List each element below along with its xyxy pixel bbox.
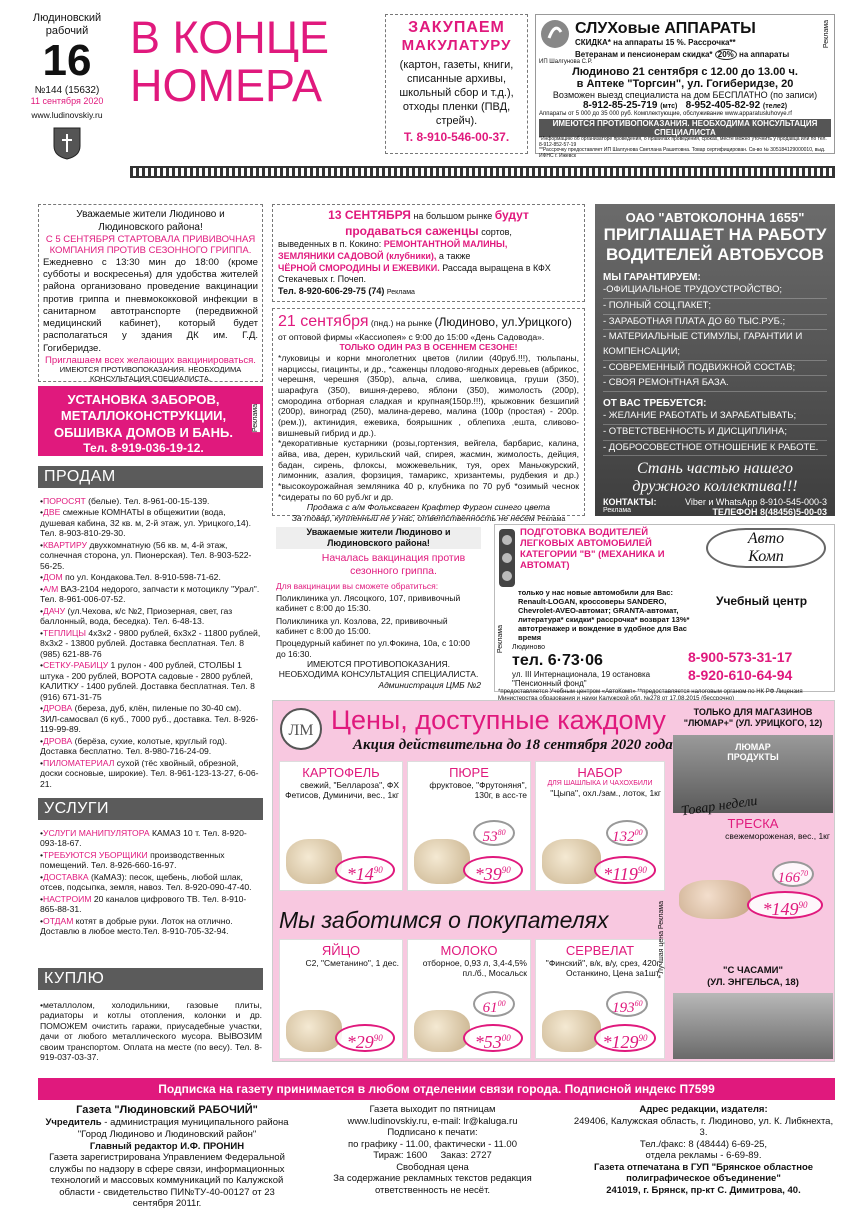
product-image (286, 839, 342, 885)
price (463, 856, 523, 884)
product-name: СЕРВЕЛАТ (565, 943, 635, 958)
seedlings2-pay: За товар, купленный не у нас, ответственность не несём (291, 512, 535, 523)
lyumar-shop-1: "ЛЮМАР+" (УЛ. УРИЦКОГО, 12) (683, 718, 823, 729)
vacc-cmb-greeting: Уважаемые жители Людиново и Людиновского района! (276, 527, 481, 549)
product-card (407, 761, 531, 891)
bullet: • (40, 572, 44, 583)
footer-reg: Газета зарегистрирована Управлением Федеральной службы по надзору в сфере связи, информационных технологий и массовых коммуникаций по Калужской области - свидетельство ПИ№ТУ-40-00127 от 23 сентября 2011г. (49, 1152, 285, 1210)
product-image (414, 1010, 470, 1052)
lyumar-sign-2: ПРОДУКТЫ (727, 751, 779, 762)
price-main: *119 (603, 864, 638, 884)
old-price (606, 991, 648, 1017)
footer-order: Заказ: 2727 (440, 1150, 492, 1162)
old-price (473, 820, 515, 846)
footer-site: www.ludinovskiy.ru, e-mail: lr@kaluga.ru (347, 1115, 518, 1127)
seedlings1-phone: Тел. 8-920-606-29-75 (74) (278, 285, 385, 296)
footer-schedule: по графику - 11.00, фактически - 11.00 (347, 1138, 517, 1150)
price-main: *14 (346, 864, 374, 884)
seedlings1-sorts: сортов, (481, 226, 512, 237)
section-title-line-2: НОМЕРА (130, 60, 323, 111)
seedlings2-body-2: *декоративные кустарники (розы,гортензия, вейгела, барбарис, калина, айва, ива, дерен, курильский чай, спирея, жасмин, жимолость, дейция, бадан, сирень, флоксы, можжевельник, туя, орех Маньчжурский, лимонник, азалия, форзиция, тамарикс, хризантемы, рудбекия и др.) *высокоурожайная земляника 40 р, клубника по 70 руб *озимый чеснок *сидераты по 60 руб./кг и др. (278, 438, 579, 502)
fences-title: УСТАНОВКА ЗАБОРОВ, МЕТАЛЛОКОНСТРУКЦИИ, ОБШИВКА ДОМОВ И БАНЬ. (53, 392, 234, 440)
product-name: ТРЕСКА (727, 816, 779, 831)
bus-list-item: - ДОБРОСОВЕСТНОЕ ОТНОШЕНИЕ К РАБОТЕ. (603, 441, 827, 457)
footer-resp: За содержание рекламных текстов редакция ответственность не несёт. (333, 1173, 532, 1197)
list-item (40, 628, 262, 659)
hearing-models: Аппараты от 5 000 до 35 000 руб. Комплектующие, обслуживание (539, 111, 724, 118)
hearing-veterans-pct: 20% (715, 49, 737, 60)
seedlings2-from: от оптовой фирмы «Кассиопея» с 9:00 до 15:00 «День Садовода». (278, 331, 545, 342)
autokomp-logo (706, 528, 826, 568)
school-mob-2: 8-920-610-64-94 (688, 667, 793, 684)
hearing-aid-icon (539, 18, 571, 50)
fences-ad (38, 386, 263, 456)
item-key: ДРОВА (43, 703, 73, 714)
hearing-discount: СКИДКА* на аппараты 15 %. Рассрочка** (575, 38, 736, 48)
seedlings-ad-1 (272, 204, 585, 302)
seedlings1-currant: ЧЁРНОЙ СМОРОДИНЫ И ЕЖЕВИКИ. (278, 262, 440, 273)
hearing-when: Людиново 21 сентября с 12.00 до 13.00 ч. (572, 66, 798, 79)
item-key: ДОСТАВКА (43, 871, 89, 882)
section-services-header: УСЛУГИ (38, 798, 263, 820)
buy-text: •металлолом, холодильники, газовые плиты, радиаторы и котлы отопления, колонки и др. ПОМОЖЕМ очистить гаражи, приусадебные участки, дачи от любого металлического мусора. ВЫВОЗИМ своим транспортом. Оплата на месте (по весу). Тел. 8-919-037-03-37. (40, 1000, 262, 1063)
bus-guarantee-title: МЫ ГАРАНТИРУЕМ: (603, 272, 701, 284)
seedlings1-raspberry: РЕМОНТАНТНОЙ МАЛИНЫ, (383, 239, 508, 250)
vacc-left-warning: ИМЕЮТСЯ ПРОТИВОПОКАЗАНИЯ. НЕОБХОДИМА КОНСУЛЬТАЦИЯ СПЕЦИАЛИСТА. (59, 364, 242, 383)
hearing-veterans: Ветеранам и пенсионерам скидка* (575, 50, 713, 59)
old-price-cents: 00 (634, 827, 643, 837)
item-key: ДОМ (43, 572, 63, 583)
bus-ad-label: Реклама (603, 507, 632, 515)
hearing-fine-2: **Рассрочку предоставляет ИП Шалгунова Светлана Рашитовна. Товар сертифицирован. Св-во № 305184129000010, выд. ИФНС г. Ижевск (539, 147, 826, 160)
price (463, 1024, 523, 1052)
seedlings1-also: а также (438, 250, 471, 261)
product-name: МОЛОКО (440, 943, 498, 958)
issue-date: 11 сентября 2020 (30, 95, 104, 106)
price-cents: 90 (373, 865, 383, 875)
list-item (40, 703, 262, 734)
school-phone: тел. 6·73·06 (512, 652, 603, 670)
makulatura-title-1: ЗАКУПАЕМ (408, 19, 505, 36)
footer-addr: 249406, Калужская область, г. Людиново, ул. К. Либкнехта, 3. (573, 1115, 834, 1139)
footer-out: Газета выходит по пятницам (369, 1104, 496, 1115)
item-key: ДВЕ (43, 507, 61, 518)
product-card (407, 939, 531, 1059)
item-text: (берёза, сухие, колотые, круглый год). Доставка бесплатно. Тел. 8-980-716-24-09. (40, 735, 228, 757)
product-card (673, 813, 833, 925)
price (594, 856, 656, 884)
item-key: СЕТКУ-РАБИЦУ (43, 660, 109, 671)
seedlings1-strawberry: ЗЕМЛЯНИКИ САДОВОЙ (клубники), (278, 250, 437, 261)
seedlings1-date: 13 СЕНТЯБРЯ (328, 208, 411, 222)
list-item (40, 828, 262, 849)
price-cents: 00 (501, 1033, 511, 1043)
list-item (40, 540, 262, 571)
product-desc: свежий, "Беллароза", ФХ Фетисов, Думиничи, вес., 1кг (285, 780, 399, 801)
school-mob-1: 8-900-573-31-17 (688, 649, 793, 666)
list-item (40, 736, 262, 757)
bus-list-item: - МАТЕРИАЛЬНЫЕ СТИМУЛЫ, ГАРАНТИИ И КОМПЕНСАЦИИ; (603, 330, 827, 360)
item-text: смежные КОМНАТЫ в общежитии (вода, душевая кабина, 32 кв. м, 2-й этаж, ул. Урицкого,14). Тел. 8-903-810-29-30. (40, 507, 251, 539)
vacc-left-body: Ежедневно с 13:30 мин до 18:00 (кроме субботы и воскресенья) для удобства жителей района организовано проведение вакцинации против гриппа и пневмококковой инфекции в санитарном автотранспорте (передвижной медицинский кабинет), который будет располагаться у здания ДК им. Г.Д. Гогиберидзе. (43, 256, 258, 354)
footer-ads: отдела рекламы - 6-69-89. (645, 1150, 762, 1162)
product-desc: "Цыпа", охл./зам., лоток, 1кг (550, 788, 661, 799)
bullet: • (40, 757, 44, 768)
item-key: ТЕПЛИЦЫ (43, 627, 86, 638)
vacc-cmb-p3: Процедурный кабинет по ул.Фокина, 10а, с 10:00 до 16:30. (276, 638, 470, 659)
old-price-cents: 00 (497, 999, 506, 1009)
vaccination-ad-left (38, 204, 263, 382)
footer-col-2 (305, 1104, 560, 1197)
price (747, 891, 824, 919)
hearing-phone-2-note: (теле2) (762, 103, 788, 111)
old-price (606, 820, 648, 846)
product-desc: С2, "Сметанино", 1 дес. (305, 958, 399, 968)
old-price-cents: 80 (497, 827, 506, 837)
section-title-line-1: В КОНЦЕ (130, 12, 330, 63)
bullet: • (40, 605, 44, 616)
vacc-cmb-where: Для вакцинации вы сможете обратиться: (276, 580, 439, 591)
item-key: ТРЕБУЮТСЯ УБОРЩИКИ (43, 849, 148, 860)
lyumar-store-photo-2 (673, 993, 833, 1059)
bullet: • (40, 735, 44, 746)
bullet: • (40, 496, 44, 506)
bullet: • (40, 583, 44, 594)
bus-viber: Viber и WhatsApp 8-910-545-000-3 (685, 497, 827, 508)
seedlings2-date-note: (пнд.) на рынке (370, 318, 433, 328)
traffic-light-icon (498, 528, 516, 588)
product-name: ЯЙЦО (321, 943, 361, 958)
product-desc: фруктовое, "Фрутоняня", 130г, в асс-те (429, 780, 527, 801)
website: www.ludinovskiy.ru (31, 109, 103, 120)
bus-contacts: КОНТАКТЫ: (603, 497, 657, 508)
bus-list-item: - ПОЛНЫЙ СОЦ.ПАКЕТ; (603, 299, 827, 315)
list-item (40, 572, 262, 582)
price-cents: 90 (798, 900, 808, 910)
price (335, 1024, 395, 1052)
seedlings2-date: 21 сентября (278, 313, 369, 330)
bullet: • (40, 539, 44, 550)
hearing-aid-ad (535, 14, 835, 160)
lyumar-care: Мы заботимся о покупателях (279, 907, 609, 933)
school-list-item: только у нас новые автомобили для Вас: (518, 588, 673, 597)
school-center: Учебный центр (716, 594, 808, 608)
list-item (40, 916, 262, 937)
seedlings1-selling: продаваться саженцы (345, 223, 479, 238)
vacc-cmb-p2: Поликлиника ул. Козлова, 22, прививочный кабинет с 8:00 до 15:00. (276, 615, 448, 636)
seedlings1-ad-label: Реклама (386, 288, 415, 296)
issue-number: №144 (34, 84, 63, 96)
hearing-site: www.apparatusluhovye.rf (724, 111, 792, 118)
seedlings1-grown-at: Рассада выращена в КФХ Стекачевых г. Почеп. (278, 262, 551, 285)
item-key: ОТДАМ (43, 915, 74, 926)
bullet: • (40, 849, 44, 860)
list-item (40, 606, 262, 627)
footer-col-3 (572, 1104, 835, 1197)
item-text: производственных помещений. Тел. 8-926-660-16-97. (40, 849, 225, 871)
ornament-divider (130, 166, 835, 178)
old-price-cents: 70 (800, 868, 809, 878)
hearing-phone-2: 8-952-405-82-92 (685, 100, 761, 112)
bus-list-item: - ОТВЕТСТВЕННОСТЬ И ДИСЦИПЛИНА; (603, 425, 827, 441)
lyumar-ad-label: * Лучшая цена Реклама (658, 901, 665, 979)
item-text: котят в добрые руки. Лоток на отлично. Доставлю в любое место.Тел. 8-910-705-32-94. (40, 915, 233, 937)
item-text: сухой (тёс хвойный, обрезной, доски сосновые, широкие). Тел. 8-961-123-13-27, 6-06-21. (40, 757, 259, 789)
services-list (40, 828, 262, 938)
list-item (40, 496, 262, 506)
vacc-cmb-sign: Администрация ЦМБ №2 (378, 679, 481, 690)
hearing-home: Возможен выезд специалиста на дом БЕСПЛАТНО (по записи) (552, 90, 818, 101)
makulatura-body: (картон, газеты, книги, списанные архивы, школьный сбор и т.д.), отходы пленки (ПВД, стрейч). (399, 59, 514, 128)
bus-slogan: Стань частью нашего дружного коллектива!!! (632, 460, 798, 495)
bullet: • (40, 703, 44, 714)
bus-required-title: ОТ ВАС ТРЕБУЕТСЯ: (603, 398, 707, 410)
bullet: • (40, 660, 44, 671)
product-card (279, 761, 403, 891)
bus-list-item: - ЗАРАБОТНАЯ ПЛАТА ДО 60 ТЫС.РУБ.; (603, 315, 827, 331)
autokomp-logo-1: Авто (747, 530, 785, 547)
product-name: НАБОР (577, 765, 623, 780)
old-price-main: 193 (612, 1000, 635, 1017)
bus-list-item: - СВОЯ РЕМОНТНАЯ БАЗА. (603, 376, 827, 392)
bullet: • (40, 893, 44, 904)
autokomp-logo-2: Комп (748, 548, 784, 565)
coat-of-arms-icon (52, 126, 82, 160)
vacc-left-start: С 5 СЕНТЯБРЯ СТАРТОВАЛА ПРИВИВОЧНАЯ КОМПАНИЯ ПРОТИВ СЕЗОННОГО ГРИППА. (45, 234, 256, 257)
bullet: • (40, 828, 44, 838)
item-key: ДРОВА (43, 735, 73, 746)
footer-print-run: Тираж: 1600 (373, 1150, 428, 1162)
page-number: 16 (42, 36, 92, 86)
lyumar-sign-1: ЛЮМАР (735, 742, 771, 752)
old-price (772, 861, 814, 887)
sell-list (40, 496, 262, 790)
svg-text:ЛМ: ЛМ (288, 722, 314, 739)
footer-addr-label: Адрес редакции, издателя: (639, 1104, 768, 1115)
product-image (286, 1010, 342, 1052)
lyumar-shops-label: ТОЛЬКО ДЛЯ МАГАЗИНОВ (693, 707, 813, 717)
lyumar-sub: Акция действительна до 18 сентября 2020 года (353, 737, 673, 753)
item-key: УСЛУГИ МАНИПУЛЯТОРА (43, 828, 150, 838)
footer-tel: Тел./факс: 8 (48444) 6-69-25, (639, 1138, 768, 1150)
paper-name: Людиновский рабочий (32, 12, 102, 38)
old-price-main: 166 (777, 869, 801, 886)
bus-list-item: - СОВРЕМЕННЫЙ ПОДВИЖНОЙ СОСТАВ; (603, 361, 827, 377)
item-text: 20 каналов цифрового ТВ. Тел. 8-910-865-88-31. (40, 893, 247, 915)
school-fine: *предоставляется Учебным центром «АвтоКомп» **предоставляется налоговым органом по НК РФ Лицензия (498, 689, 803, 696)
product-card (279, 939, 403, 1059)
bullet: • (40, 915, 44, 926)
bus-company: ОАО "АВТОКОЛОННА 1655" (625, 210, 805, 225)
item-text: по ул. Кондакова.Тел. 8-910-598-71-62. (62, 572, 221, 583)
footer-signed: Подписано к печати: (387, 1127, 478, 1139)
seedlings2-body-1: *луковицы и корни многолетних цветов (лилии (40руб.!!!), тюльпаны, нарциссы, гиацинты, и др., *саженцы плодово-ягодных деревьев (абрикос, черешня, черешня (350р), альча, слива, шелковица, груши (350), шарафуга (350), вишня-дерево, яблони (350), жимолость (200р), смородина отборная сладкая и крупная(150р.!!!), крыжовник безшипий (200р), виноград (250), малина-дерево, малина (100р (простая) - 200р. (рем.)), актинидия, ежевика, боярышник , облепиха ,ешта, сливово-вишневый гибрид и др.). (278, 353, 579, 438)
school-ad-label: Реклама (497, 625, 504, 654)
old-price-main: 53 (482, 828, 498, 845)
price-main: *29 (346, 1032, 374, 1052)
vaccination-ad-cmb (272, 524, 485, 692)
school-title: ПОДГОТОВКА ВОДИТЕЛЕЙ ЛЕГКОВЫХ АВТОМОБИЛЕЙ КАТЕГОРИИ "В" (МЕХАНИКА И АВТОМАТ) (520, 527, 665, 571)
makulatura-ad (385, 14, 528, 154)
footer-printed-1: Газета отпечатана в ГУП "Брянское областное полиграфическое объединение" (593, 1161, 814, 1185)
product-image (542, 1010, 601, 1052)
old-price-cents: 60 (634, 999, 643, 1009)
item-key: А/М (43, 583, 59, 594)
bus-driver-ad (595, 204, 835, 516)
bullet: • (40, 871, 44, 882)
item-text: (белые). Тел. 8-961-00-15-139. (85, 496, 210, 506)
price-main: *53 (474, 1032, 502, 1052)
list-item (40, 872, 262, 893)
price-cents: 90 (501, 865, 511, 875)
bus-invite: ПРИГЛАШАЕТ НА РАБОТУ ВОДИТЕЛЕЙ АВТОБУСОВ (603, 225, 827, 264)
school-addr: ул. III Интернационала, 19 остановка "Пенсионный фонд" (512, 670, 651, 689)
vacc-cmb-p1: Поликлиника ул. Лясоцкого, 107, прививочный кабинет с 8:00 до 15:30. (276, 592, 461, 614)
lyumar-ad (272, 700, 835, 1062)
item-text: (ул.Чехова, к/с №2, Приозерная, свет, газ баллонный, вода, беседка). Тел. 6-48-13. (40, 605, 233, 627)
bus-phone: ТЕЛЕФОН 8(48456)5-00-03 (712, 507, 827, 518)
footer-paper: Газета "Людиновский РАБОЧИЙ" (76, 1104, 258, 1116)
product-name: КАРТОФЕЛЬ (302, 765, 380, 780)
issue-code: (15632) (64, 84, 100, 96)
seedlings-ad-2 (272, 308, 585, 523)
item-text: КАМАЗ 10 т. Тел. 8-920-093-18-67. (40, 828, 247, 849)
old-price-main: 132 (612, 828, 635, 845)
list-item (40, 894, 262, 915)
item-key: КВАРТИРУ (43, 539, 87, 550)
hearing-ad-label: Реклама (822, 19, 830, 49)
hearing-veterans-tail: на аппараты (739, 50, 790, 59)
product-desc: "Финский", в/к, в/у, срез, 420г, Останкино, Цена за1шт. (545, 958, 661, 979)
footer-founder-label: Учредитель (45, 1117, 102, 1129)
masthead (12, 12, 122, 177)
school-list-item: Chevrolet-AVEO-автомат; GRANTA-автомат, (518, 606, 679, 615)
hearing-warning: ИМЕЮТСЯ ПРОТИВОПОКАЗАНИЯ. НЕОБХОДИМА КОНСУЛЬТАЦИЯ СПЕЦИАЛИСТА (539, 119, 831, 137)
price-main: *129 (602, 1032, 639, 1052)
list-item (40, 507, 262, 538)
item-text: 1 рулон - 400 рублей, СТОЛБЫ 1 штука - 200 рублей, ВОРОТА садовые - 2800 рублей, КАЛИТКУ - 1400 рублей. Доставка бесплатная. Тел. 8 (916) 671-31-75 (40, 660, 255, 702)
price (594, 1024, 656, 1052)
footer-col-1 (38, 1104, 296, 1210)
fences-ad-label: Реклама (251, 404, 259, 433)
driving-school-ad (494, 524, 835, 696)
item-text: (КаМАЗ): песок, щебень, любой шлак, отсев, подсыпка, земля, навоз. Тел. 8-920-090-47-40. (40, 871, 252, 893)
product-card (535, 939, 665, 1059)
seedlings2-place: (Людиново, ул.Урицкого) (434, 315, 572, 329)
lyumar-logo-icon (279, 707, 323, 751)
vacc-left-greeting: Уважаемые жители Людиново и Людиновского района! (76, 209, 225, 233)
bus-list-item: -ОФИЦИАЛЬНОЕ ТРУДОУСТРОЙСТВО; (603, 283, 827, 299)
section-sell-header: ПРОДАМ (38, 466, 263, 488)
school-list-item: автотренажер и вождение в удобное для Вас время (518, 624, 687, 642)
item-key: НАСТРОИМ (43, 893, 92, 904)
section-buy-header: КУПЛЮ (38, 968, 263, 990)
hearing-ip: ИП Шалгунова С.Р. (539, 59, 593, 66)
price-cents: 90 (637, 865, 647, 875)
item-text: двухкомнатную (56 кв. м, 4-й этаж, солнечная сторона, ул. Пионерская). Тел. 8-903-522-56-25. (40, 539, 252, 571)
item-key: ПОРОСЯТ (43, 496, 86, 506)
item-text: ВАЗ-2104 недорого, запчасти к мотоциклу "Урал". Тел. 8-961-006-07-52. (40, 583, 260, 605)
product-image (414, 839, 470, 885)
hearing-where: в Аптеке "Торгсин", ул. Гогиберидзе, 20 (576, 78, 794, 91)
price (335, 856, 395, 884)
hearing-brand: СЛУХовые АППАРАТЫ (575, 20, 756, 38)
lyumar-headline: Цены, доступные каждому (331, 705, 666, 735)
seedlings2-autumn: ТОЛЬКО ОДИН РАЗ В ОСЕННЕМ СЕЗОНЕ! (339, 342, 518, 353)
price-cents: 90 (638, 1033, 648, 1043)
item-key: ДАЧУ (43, 605, 66, 616)
old-price (473, 991, 515, 1017)
bullet: • (40, 627, 44, 638)
makulatura-phone: Т. 8-910-546-00-37. (403, 130, 510, 145)
section-title (130, 14, 380, 110)
product-note: ДЛЯ ШАШЛЫКА И ЧАХОХБИЛИ (547, 780, 653, 787)
old-price-main: 61 (482, 1000, 498, 1017)
product-desc: свежемороженая, вес., 1кг (725, 831, 830, 841)
list-item (40, 660, 262, 702)
price-main: *149 (762, 899, 799, 919)
hearing-fine-1: *Информацию об организаторе проведения, о правилах проведения, сроках, месте можно уточнить у продавца или по тел. 8-912-852-57-19 (539, 135, 827, 148)
product-name: ПЮРЕ (449, 765, 489, 780)
vacc-left-invite: Приглашаем всех желающих вакцинироваться. (45, 354, 256, 366)
footer-free: Свободная цена (396, 1161, 469, 1173)
product-image (679, 880, 751, 919)
item-text: (береза, дуб, клён, пиленые по 30-40 см). ЗИЛ-самосвал (6 куб., 7000 руб., доставка. Тел. 8-926-119-99-89. (40, 703, 259, 735)
item-text: 4х3х2 - 9800 рублей, 6х3х2 - 11800 рублей, 8х3х2 - 13800 рублей. Доставка бесплатная. Тел. 8 (985) 621-88-76 (40, 627, 261, 659)
product-image (542, 839, 601, 885)
list-item (40, 850, 262, 871)
lyumar-shop-2-name: "С ЧАСАМИ" (722, 965, 784, 976)
product-card (535, 761, 665, 891)
vacc-cmb-start: Началась вакцинация против сезонного гриппа. (321, 551, 466, 577)
footer-printed-2: 241019, г. Брянск, пр-кт С. Димитрова, 40. (606, 1185, 801, 1197)
lyumar-shop-2-addr: (УЛ. ЭНГЕЛЬСА, 18) (707, 976, 799, 988)
list-item (40, 584, 262, 605)
hearing-phone-1-note: (мтс) (660, 103, 678, 111)
makulatura-title-2: МАКУЛАТУРУ (401, 37, 512, 54)
bus-list-item: - ЖЕЛАНИЕ РАБОТАТЬ И ЗАРАБАТЫВАТЬ; (603, 409, 827, 425)
vacc-cmb-warning: ИМЕЮТСЯ ПРОТИВОПОКАЗАНИЯ. НЕОБХОДИМА КОНСУЛЬТАЦИЯ СПЕЦИАЛИСТА. (278, 659, 479, 680)
lyumar-week-product: Товар недели (680, 793, 759, 820)
seedlings2-ad-label: Реклама (537, 515, 566, 523)
subscription-banner: Подписка на газету принимается в любом отделении связи города. Подписной индекс П7599 (38, 1078, 835, 1100)
hearing-phone-1: 8-912-85-25-719 (582, 100, 658, 112)
product-desc: отборное, 0,93 л, 3,4-4,5% пл./б., Мосальск (422, 958, 527, 979)
school-list-item: литература* скидки* рассрочка* возврат 13%* (518, 615, 690, 624)
list-item (40, 758, 262, 789)
price-main: *39 (474, 864, 502, 884)
seedlings1-market: на большом рынке (413, 211, 493, 221)
school-list-item: Renault-LOGAN, кроссоверы SANDERO, (518, 597, 667, 606)
price-cents: 90 (373, 1033, 383, 1043)
bullet: • (40, 507, 44, 518)
item-key: ПИЛОМАТЕРИАЛ (43, 757, 115, 768)
footer-founder: - администрация муниципального района "Город Людиново и Людиновский район" (77, 1117, 289, 1140)
school-city: Людиново (512, 644, 545, 651)
fences-phone: Тел. 8-919-036-19-12. (83, 440, 204, 455)
seedlings1-grown: выведенных в п. Кокино: (278, 239, 382, 250)
seedlings1-will-be: будут (494, 208, 529, 222)
seedlings2-car: Продажа с а/м Фольксваген Крафтер Фургон синего цвета (306, 502, 551, 513)
footer-editor: Главный редактор И.Ф. ПРОНИН (89, 1140, 245, 1152)
